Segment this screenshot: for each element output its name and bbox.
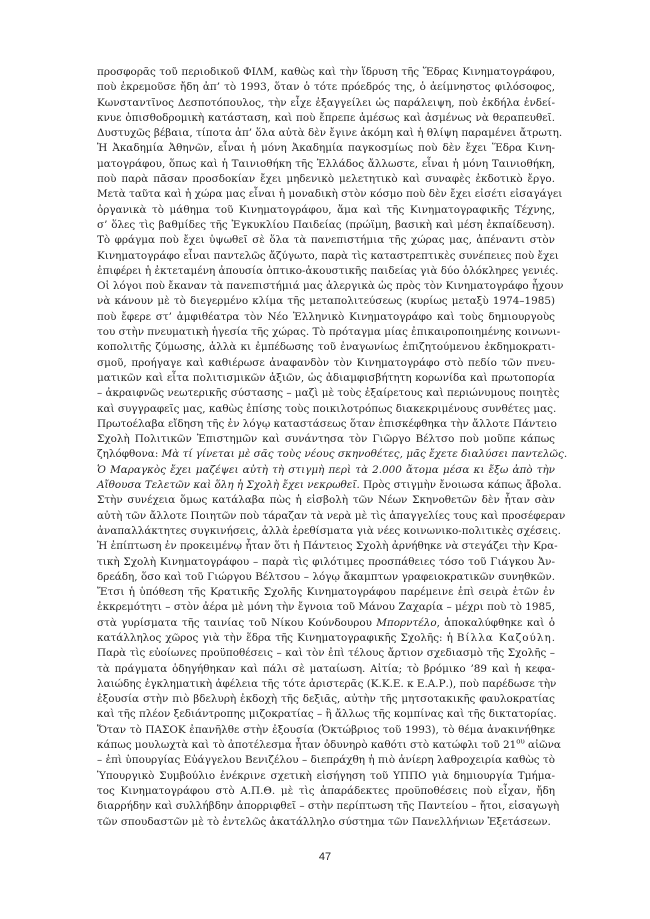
text-line — [97, 646, 555, 661]
text-line — [97, 157, 555, 172]
text-segment: – ἐπὶ ὑπουργίας Εὐάγγελου Βενιζέλου – διεπράχθη ἡ πιὸ ἀνίερη λαθροχειρία καθὼς τὸ — [97, 754, 555, 767]
text-line — [97, 493, 555, 508]
spaced-text: Βίλλα Καζούλη — [456, 631, 552, 644]
text-segment: ἐξουσία στὴν πιὸ βδελυρὴ ἐκδοχὴ τῆς δεξιᾶς, αὐτὴν τῆς μητσοτακικῆς φαυλοκρατίας — [97, 693, 555, 706]
text-line — [97, 141, 555, 156]
text-line — [97, 707, 555, 722]
text-line — [97, 509, 566, 524]
text-line — [97, 737, 561, 753]
text-line — [97, 417, 555, 432]
text-line — [97, 187, 563, 202]
text-line — [97, 310, 555, 325]
text-segment: , ἀποκαλύφθηκε καὶ ὁ — [436, 616, 555, 629]
text-segment: Κωνσταντῖνος Δεσποτόπουλος, τὴν εἶχε ἐξαγγείλει ὡς παράλειψη, ποὺ ἐκδήλα ἐνδεί- — [97, 96, 555, 109]
text-segment: Στὴν συνέχεια ὅμως κατάλαβα πὼς ἡ εἰσβολὴ τῶν Νέων Σκηνοθετῶν δὲν ἦταν σὰν — [97, 494, 555, 507]
text-segment: Δυστυχῶς βέβαια, τίποτα ἀπ’ ὅλα αὐτὰ δὲν ἔγινε ἀκόμη καὶ ἡ θλίψη παραμένει ἄτρωτη. — [97, 127, 563, 140]
text-segment: Σχολὴ Πολιτικῶν Ἐπιστημῶν καὶ συνάντησα τὸν Γιῶργο Βέλτσο ποὺ μοῦπε κάπως — [97, 433, 555, 446]
text-segment: Ὅταν τὸ ΠΑΣΟΚ ἐπανῆλθε στὴν ἐξουσία (Ὀκτώβριος τοῦ 1993), τὸ θέμα ἀνακινήθηκε — [97, 723, 555, 736]
text-line — [97, 80, 555, 95]
text-line — [97, 340, 555, 355]
text-line — [97, 478, 562, 493]
text-line — [97, 692, 555, 707]
text-segment: αὐτὴ τῶν ἄλλοτε Ποιητῶν ποὺ τάραζαν τὰ νερὰ μὲ τὶς ἀπαγγελίες τους καὶ προσέφεραν — [97, 509, 566, 522]
text-line — [97, 402, 555, 417]
text-segment: προσφορᾶς τοῦ περιοδικοῦ ΦΙΛΜ, καθὼς καὶ τὴν ἵδρυση τῆς Ἕδρας Κινηματογράφου, — [97, 66, 555, 78]
text-segment: Ἡ ἐπίπτωση ἐν προκειμένῳ ἦταν ὅτι ἡ Πάντειος Σχολὴ ἀρνήθηκε νὰ στεγάζει τὴν Κρα- — [97, 540, 558, 553]
text-segment: Τὸ φράγμα ποὺ ἔχει ὑψωθεῖ σὲ ὅλα τὰ πανεπιστήμια τῆς χώρας μας, ἀπέναντι στὸν — [97, 234, 555, 247]
text-line — [97, 264, 559, 279]
text-line — [97, 677, 555, 692]
italic-text: Μπορντέλο — [376, 616, 437, 629]
text-segment: του στὴν πνευματικὴ ἡγεσία τῆς χώρας. Τὸ πρόταγμα μίας ἐπικαιροποιημένης κοινωνι- — [97, 326, 561, 339]
text-segment: τος Κινηματογράφου στὸ Α.Π.Θ. μὲ τὶς ἀπαράδεκτες προϋποθέσεις ποὺ εἶχαν, ἤδη — [97, 784, 555, 797]
text-line — [97, 386, 560, 401]
italic-text: Ὁ Μαραγκὸς ἔχει μαζέψει αὐτὴ τὴ στιγμὴ περὶ τὰ 2.000 ἄτομα μέσα κι ἔξω ἀπὸ τὴν — [97, 463, 555, 476]
text-line — [97, 325, 561, 340]
text-segment: στὰ γυρίσματα τῆς ταινίας τοῦ Νίκου Κούνδουρου — [97, 616, 377, 629]
text-segment: Ἔτσι ἡ ὑπόθεση τῆς Κρατικῆς Σχολῆς Κινηματογράφου παρέμεινε ἐπὶ σειρὰ ἐτῶν ἐν — [97, 586, 555, 599]
text-segment: Παρὰ τὶς εὐοίωνες προϋποθέσεις – καὶ τὸν ἐπὶ τέλους ἄρτιον σχεδιασμὸ τῆς Σχολῆς – — [97, 647, 555, 660]
superscript-text: ου — [516, 737, 525, 746]
text-segment: ὀργανικὰ τὸ μάθημα τοῦ Κινηματογράφου, ἅμα καὶ τῆς Κινηματογραφικῆς Τέχνης, — [97, 203, 555, 216]
text-line — [97, 249, 559, 264]
text-segment: ἀναπαλλάκτητες συγκινήσεις, ἀλλὰ ἐρεθίσματα γιὰ νέες κοινωνικο-πολιτικὲς σχέσεις. — [97, 524, 561, 537]
text-segment: Πρὸς στιγμὴν ἔνοιωσα κάπως ἄβολα. — [359, 479, 562, 492]
text-line — [97, 570, 555, 585]
text-line — [97, 723, 555, 738]
text-segment: λαιώδης ἐγκληματικὴ ἀφέλεια τῆς τότε ἀριστερᾶς (Κ.Κ.Ε. κ Ε.Α.Ρ.), ποὺ παρέδωσε τὴν — [97, 677, 557, 690]
text-line — [97, 294, 555, 309]
text-line — [97, 126, 563, 141]
text-segment: Ἡ Ἀκαδημία Ἀθηνῶν, εἶναι ἡ μόνη Ἀκαδημία παγκοσμίως ποὺ δὲν ἔχει Ἕδρα Κινη- — [97, 142, 555, 155]
text-line — [97, 279, 564, 294]
text-segment: ποὺ ἐκρεμοῦσε ἤδη ἀπ’ τὸ 1993, ὅταν ὁ τότε πρόεδρός της, ὁ ἀείμνηστος φιλόσοφος, — [97, 81, 555, 94]
text-line — [97, 371, 555, 386]
text-segment: διαρρήδην καὶ συλλήβδην ἀπορριφθεῖ – στὴν περίπτωση τῆς Παντείου – ἤτοι, εἰσαγωγὴ — [97, 800, 560, 813]
text-segment: καὶ συγγραφεῖς μας, καθὼς ἐπίσης τοὺς ποικιλοτρόπως διακεκριμένους συνθέτες μας. — [97, 402, 557, 415]
text-line — [97, 356, 555, 371]
text-segment: τικὴ Σχολὴ Κινηματογράφου – παρὰ τὶς φιλότιμες προσπάθειες τόσο τοῦ Γιάγκου Ἀν- — [97, 555, 555, 568]
text-segment: – ἀκραιφνῶς νεωτερικῆς σύστασης – μαζὶ μὲ τοὺς ἐξαίρετους καὶ περιώνυμους ποιητὲς — [97, 387, 560, 400]
text-segment: σμοῦ, προήγαγε καὶ καθιέρωσε ἀναφανδὸν τὸν Κινηματογράφο στὸ πεδίο τῶν πνευ- — [97, 356, 555, 369]
text-segment: νὰ κάνουν μὲ τὸ διεγερμένο κλίμα τῆς μεταπολιτεύσεως (κυρίως μεταξὺ 1974–1985) — [97, 295, 555, 308]
text-line — [97, 111, 555, 126]
text-segment: ποὺ παρὰ πᾶσαν προσδοκίαν ἔχει μηδενικὸ μελετητικὸ καὶ συναφὲς ἐκδοτικὸ ἔργο. — [97, 173, 555, 186]
text-line — [97, 432, 555, 447]
text-line — [97, 96, 555, 111]
text-segment: αἰῶνα — [524, 739, 561, 752]
text-segment: Οἱ λόγοι ποὺ ἔκαναν τὰ πανεπιστήμιά μας ἀλεργικὰ ὡς πρὸς τὸν Κινηματογράφο ἦχουν — [97, 280, 564, 293]
text-line — [97, 233, 555, 248]
text-line — [97, 524, 561, 539]
text-line — [97, 218, 555, 233]
text-line — [97, 447, 568, 462]
text-line — [97, 463, 555, 478]
text-segment: σ’ ὅλες τὶς βαθμίδες τῆς Ἐγκυκλίου Παιδείας (πρώϊμη, βασικὴ καὶ μέση ἐκπαίδευση). — [97, 218, 555, 231]
text-line — [97, 769, 555, 784]
text-segment: ζηλόφθονα: — [97, 448, 162, 461]
body-text — [97, 65, 568, 830]
text-segment: Κινηματογράφο εἶναι παντελῶς ἄζύγωτο, παρὰ τὶς καταστρεπτικὲς συνέπειες ποὺ ἔχει — [97, 249, 559, 262]
italic-text: Αἴθουσα Τελετῶν καὶ ὅλη ἡ Σχολὴ ἔχει νεκρωθεῖ. — [97, 479, 360, 492]
text-line — [97, 585, 555, 600]
text-segment: καὶ τῆς πλέον ξεδιάντροπης μιζοκρατίας – ἢ ἄλλως τῆς κομπίνας καὶ τῆς δικτατορίας. — [97, 708, 557, 721]
text-segment: ματικῶν καὶ εἶτα πολιτισμικῶν ἀξιῶν, ὡς ἀδιαμφισβήτητη κορωνίδα καὶ πρωτοπορία — [97, 371, 555, 384]
text-line — [97, 172, 555, 187]
text-line — [97, 600, 555, 615]
text-segment: τὰ πράγματα ὁδηγήθηκαν καὶ πάλι σὲ ματαίωση. Αἰτία; τὸ βρόμικο ’89 καὶ ἡ κεφα- — [97, 662, 555, 675]
text-line — [97, 753, 555, 768]
text-line — [97, 815, 555, 830]
italic-text: Μὰ τί γίνεται μὲ σᾶς τοὺς νέους σκηνοθέτες, μᾶς ἔχετε διαλύσει παντελῶς. — [161, 448, 568, 461]
text-segment: ἐπιφέρει ἡ ἐκτεταμένη ἀπουσία ὀπτικο-ἀκουστικῆς παιδείας γιὰ δύο ὁλόκληρες γενιές. — [97, 264, 559, 277]
text-segment: . — [551, 631, 555, 644]
text-segment: κατάλληλος χῶρος γιὰ τὴν ἕδρα τῆς Κινηματογραφικῆς Σχολῆς: ἡ — [97, 631, 457, 644]
text-segment: ἐκκρεμότητι – στὸν ἀέρα μὲ μόνη τὴν ἔγνοια τοῦ Μάνου Ζαχαρία – μέχρι ποὺ τὸ 1985, — [97, 601, 555, 614]
text-segment: κάπως μουλωχτὰ καὶ τὸ ἀποτέλεσμα ἦταν ὀδυνηρὸ καθότι στὸ κατώφλι τοῦ 21 — [97, 739, 517, 752]
text-line — [97, 784, 555, 799]
text-segment: κνυε ὀπισθοδρομικὴ κατάσταση, καὶ ποὺ ἔπρεπε ἀμέσως καὶ ἀσμένως νὰ θεραπευθεῖ. — [97, 111, 555, 124]
text-segment: κοπολιτῆς ζύμωσης, ἀλλὰ κι ἐμπέδωσης τοῦ ἐναγωνίως ἐπιζητούμενου ἐκδημοκρατι- — [97, 341, 555, 354]
text-line — [97, 799, 560, 814]
text-line — [97, 662, 555, 677]
text-segment: Πρωτοέλαβα εἴδηση τῆς ἐν λόγῳ καταστάσεως ὅταν ἐπισκέφθηκα τὴν ἄλλοτε Πάντειο — [97, 417, 557, 430]
text-line — [97, 203, 555, 218]
text-segment: Ὑπουργικὸ Συμβούλιο ἐνέκρινε σχετικὴ εἰσήγηση τοῦ ΥΠΠΟ γιὰ δημιουργία Τμήμα- — [97, 769, 555, 782]
text-segment: ποὺ ἔφερε στ’ ἀμφιθέατρα τὸν Νέο Ἑλληνικὸ Κινηματογράφο καὶ τοὺς δημιουργοὺς — [97, 310, 555, 323]
text-segment: Μετὰ ταῦτα καὶ ἡ χώρα μας εἶναι ἡ μοναδικὴ στὸν κόσμο ποὺ δὲν ἔχει εἰσέτι εἰσαγάγει — [97, 188, 563, 201]
text-line — [97, 555, 555, 570]
text-line — [97, 631, 555, 646]
text-segment: δρεάδη, ὅσο καὶ τοῦ Γιώργου Βέλτσου – λόγῳ ἄκαμπτων γραφειοκρατικῶν συνηθκῶν. — [97, 570, 555, 583]
text-segment: ματογράφου, ὅπως καὶ ἡ Ταινιοθήκη τῆς Ἑλλάδος ἄλλωστε, εἶναι ἡ μόνη Ταινιοθήκη, — [97, 157, 555, 170]
text-line — [97, 65, 555, 80]
page-number: 47 — [318, 851, 332, 863]
text-line — [97, 539, 558, 554]
text-segment: τῶν σπουδαστῶν μὲ τὸ ἐντελῶς ἀκατάλληλο σύστημα τῶν Πανελλήνιων Ἐξετάσεων. — [97, 815, 551, 828]
text-line — [97, 616, 555, 631]
